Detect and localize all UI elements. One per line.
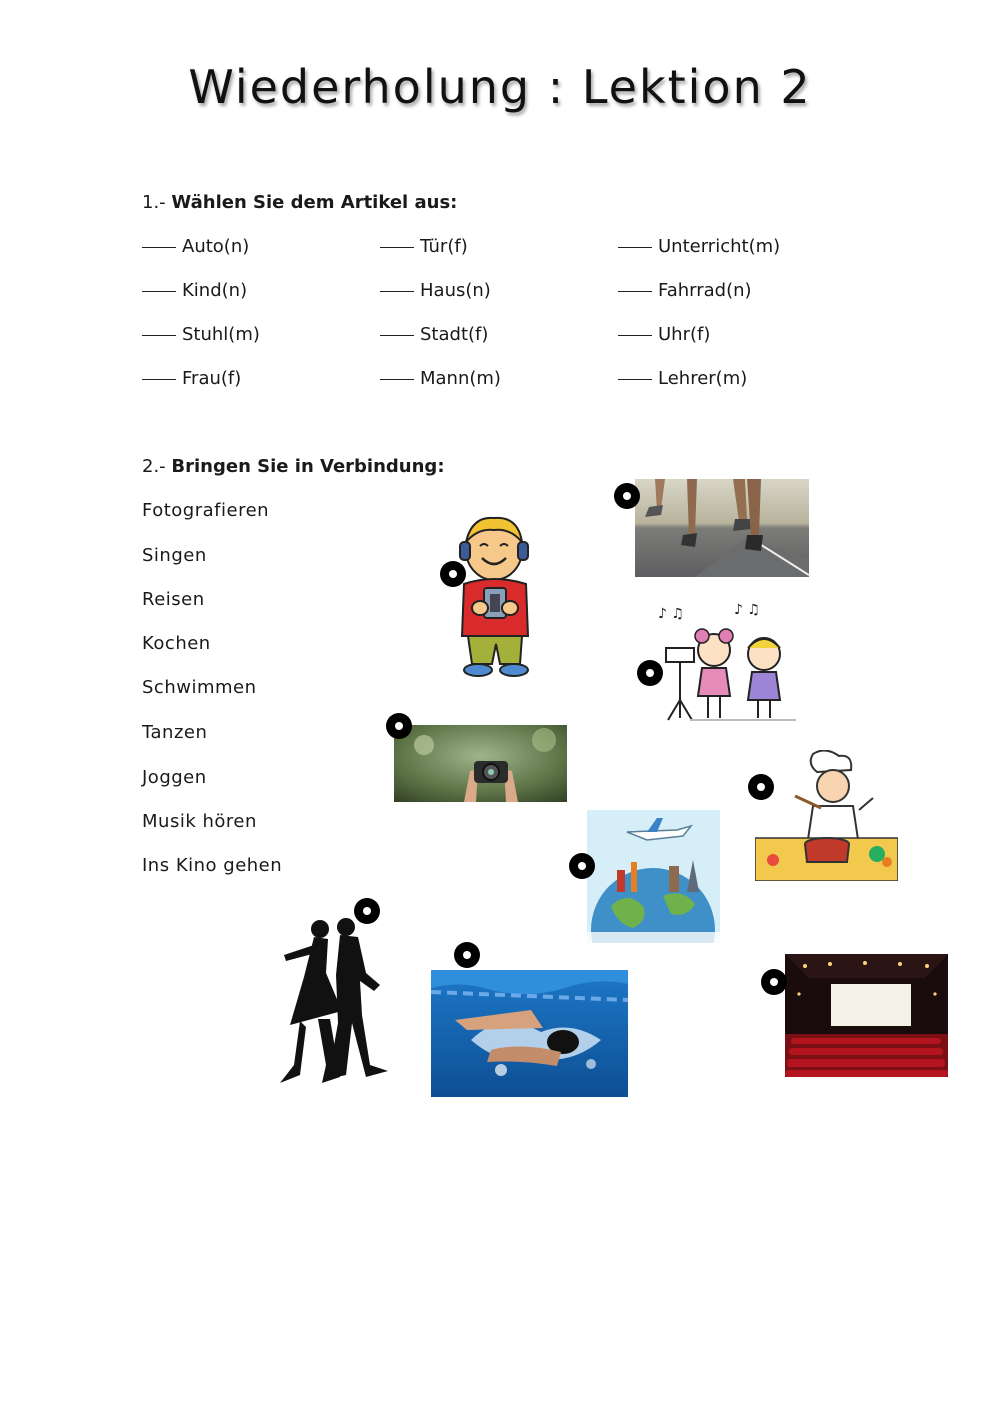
article-item[interactable] [142,368,241,389]
answer-blank[interactable] [618,379,652,380]
running-legs-image [635,479,809,577]
activity-word[interactable]: Singen [142,545,207,566]
noun-label: Mann(m) [420,368,501,389]
match-point[interactable] [614,483,640,509]
section2-number: 2.- [142,456,166,477]
chef-cooking-image [755,750,898,881]
noun-label: Auto(n) [182,236,250,257]
svg-text:♪ ♫: ♪ ♫ [658,606,684,622]
answer-blank[interactable] [380,379,414,380]
article-item[interactable] [142,280,247,301]
noun-label: Uhr(f) [658,324,711,345]
dancing-couple-image [270,915,392,1085]
article-item[interactable] [618,324,710,345]
answer-blank[interactable] [618,247,652,248]
article-row [142,236,862,266]
section1-instruction: Wählen Sie dem Artikel aus: [171,192,458,213]
section1-heading [142,192,457,213]
svg-text:♪ ♫: ♪ ♫ [734,602,760,618]
hands-with-camera-image [394,725,567,802]
boy-with-headphones-image [448,512,542,680]
section2-heading [142,456,445,477]
swimmer-image [431,970,628,1097]
article-row [142,324,862,354]
answer-blank[interactable] [618,335,652,336]
article-item[interactable] [380,236,468,257]
article-row [142,280,862,310]
answer-blank[interactable] [380,291,414,292]
noun-label: Stuhl(m) [182,324,260,345]
match-point[interactable] [440,561,466,587]
activity-word[interactable]: Tanzen [142,722,208,743]
match-point[interactable] [761,969,787,995]
activity-word[interactable]: Kochen [142,633,211,654]
noun-label: Fahrrad(n) [658,280,752,301]
activity-word[interactable]: Fotografieren [142,500,270,521]
activity-word[interactable]: Reisen [142,589,205,610]
noun-label: Haus(n) [420,280,491,301]
answer-blank[interactable] [618,291,652,292]
article-item[interactable] [618,368,747,389]
match-point[interactable] [748,774,774,800]
answer-blank[interactable] [142,379,176,380]
answer-blank[interactable] [380,335,414,336]
article-item[interactable] [618,236,780,257]
match-point[interactable] [354,898,380,924]
article-item[interactable] [380,368,501,389]
activity-word[interactable]: Joggen [142,767,207,788]
airplane-over-globe-image [587,810,720,943]
girls-singing-image [650,600,800,724]
page-title: Wiederholung : Lektion 2 [188,60,812,114]
activity-word[interactable]: Ins Kino gehen [142,855,283,876]
cinema-hall-image [785,954,948,1077]
article-item[interactable] [142,236,249,257]
match-point[interactable] [454,942,480,968]
activity-word[interactable]: Musik hören [142,811,257,832]
noun-label: Stadt(f) [420,324,489,345]
match-point[interactable] [569,853,595,879]
article-item[interactable] [380,280,491,301]
activity-word[interactable]: Schwimmen [142,677,257,698]
answer-blank[interactable] [142,247,176,248]
answer-blank[interactable] [380,247,414,248]
noun-label: Frau(f) [182,368,242,389]
noun-label: Kind(n) [182,280,248,301]
article-item[interactable] [618,280,752,301]
article-item[interactable] [142,324,260,345]
noun-label: Tür(f) [420,236,468,257]
noun-label: Unterricht(m) [658,236,781,257]
match-point[interactable] [386,713,412,739]
article-row [142,368,862,398]
article-item[interactable] [380,324,488,345]
answer-blank[interactable] [142,335,176,336]
match-point[interactable] [637,660,663,686]
section1-number: 1.- [142,192,166,213]
answer-blank[interactable] [142,291,176,292]
section2-instruction: Bringen Sie in Verbindung: [171,456,445,477]
noun-label: Lehrer(m) [658,368,748,389]
